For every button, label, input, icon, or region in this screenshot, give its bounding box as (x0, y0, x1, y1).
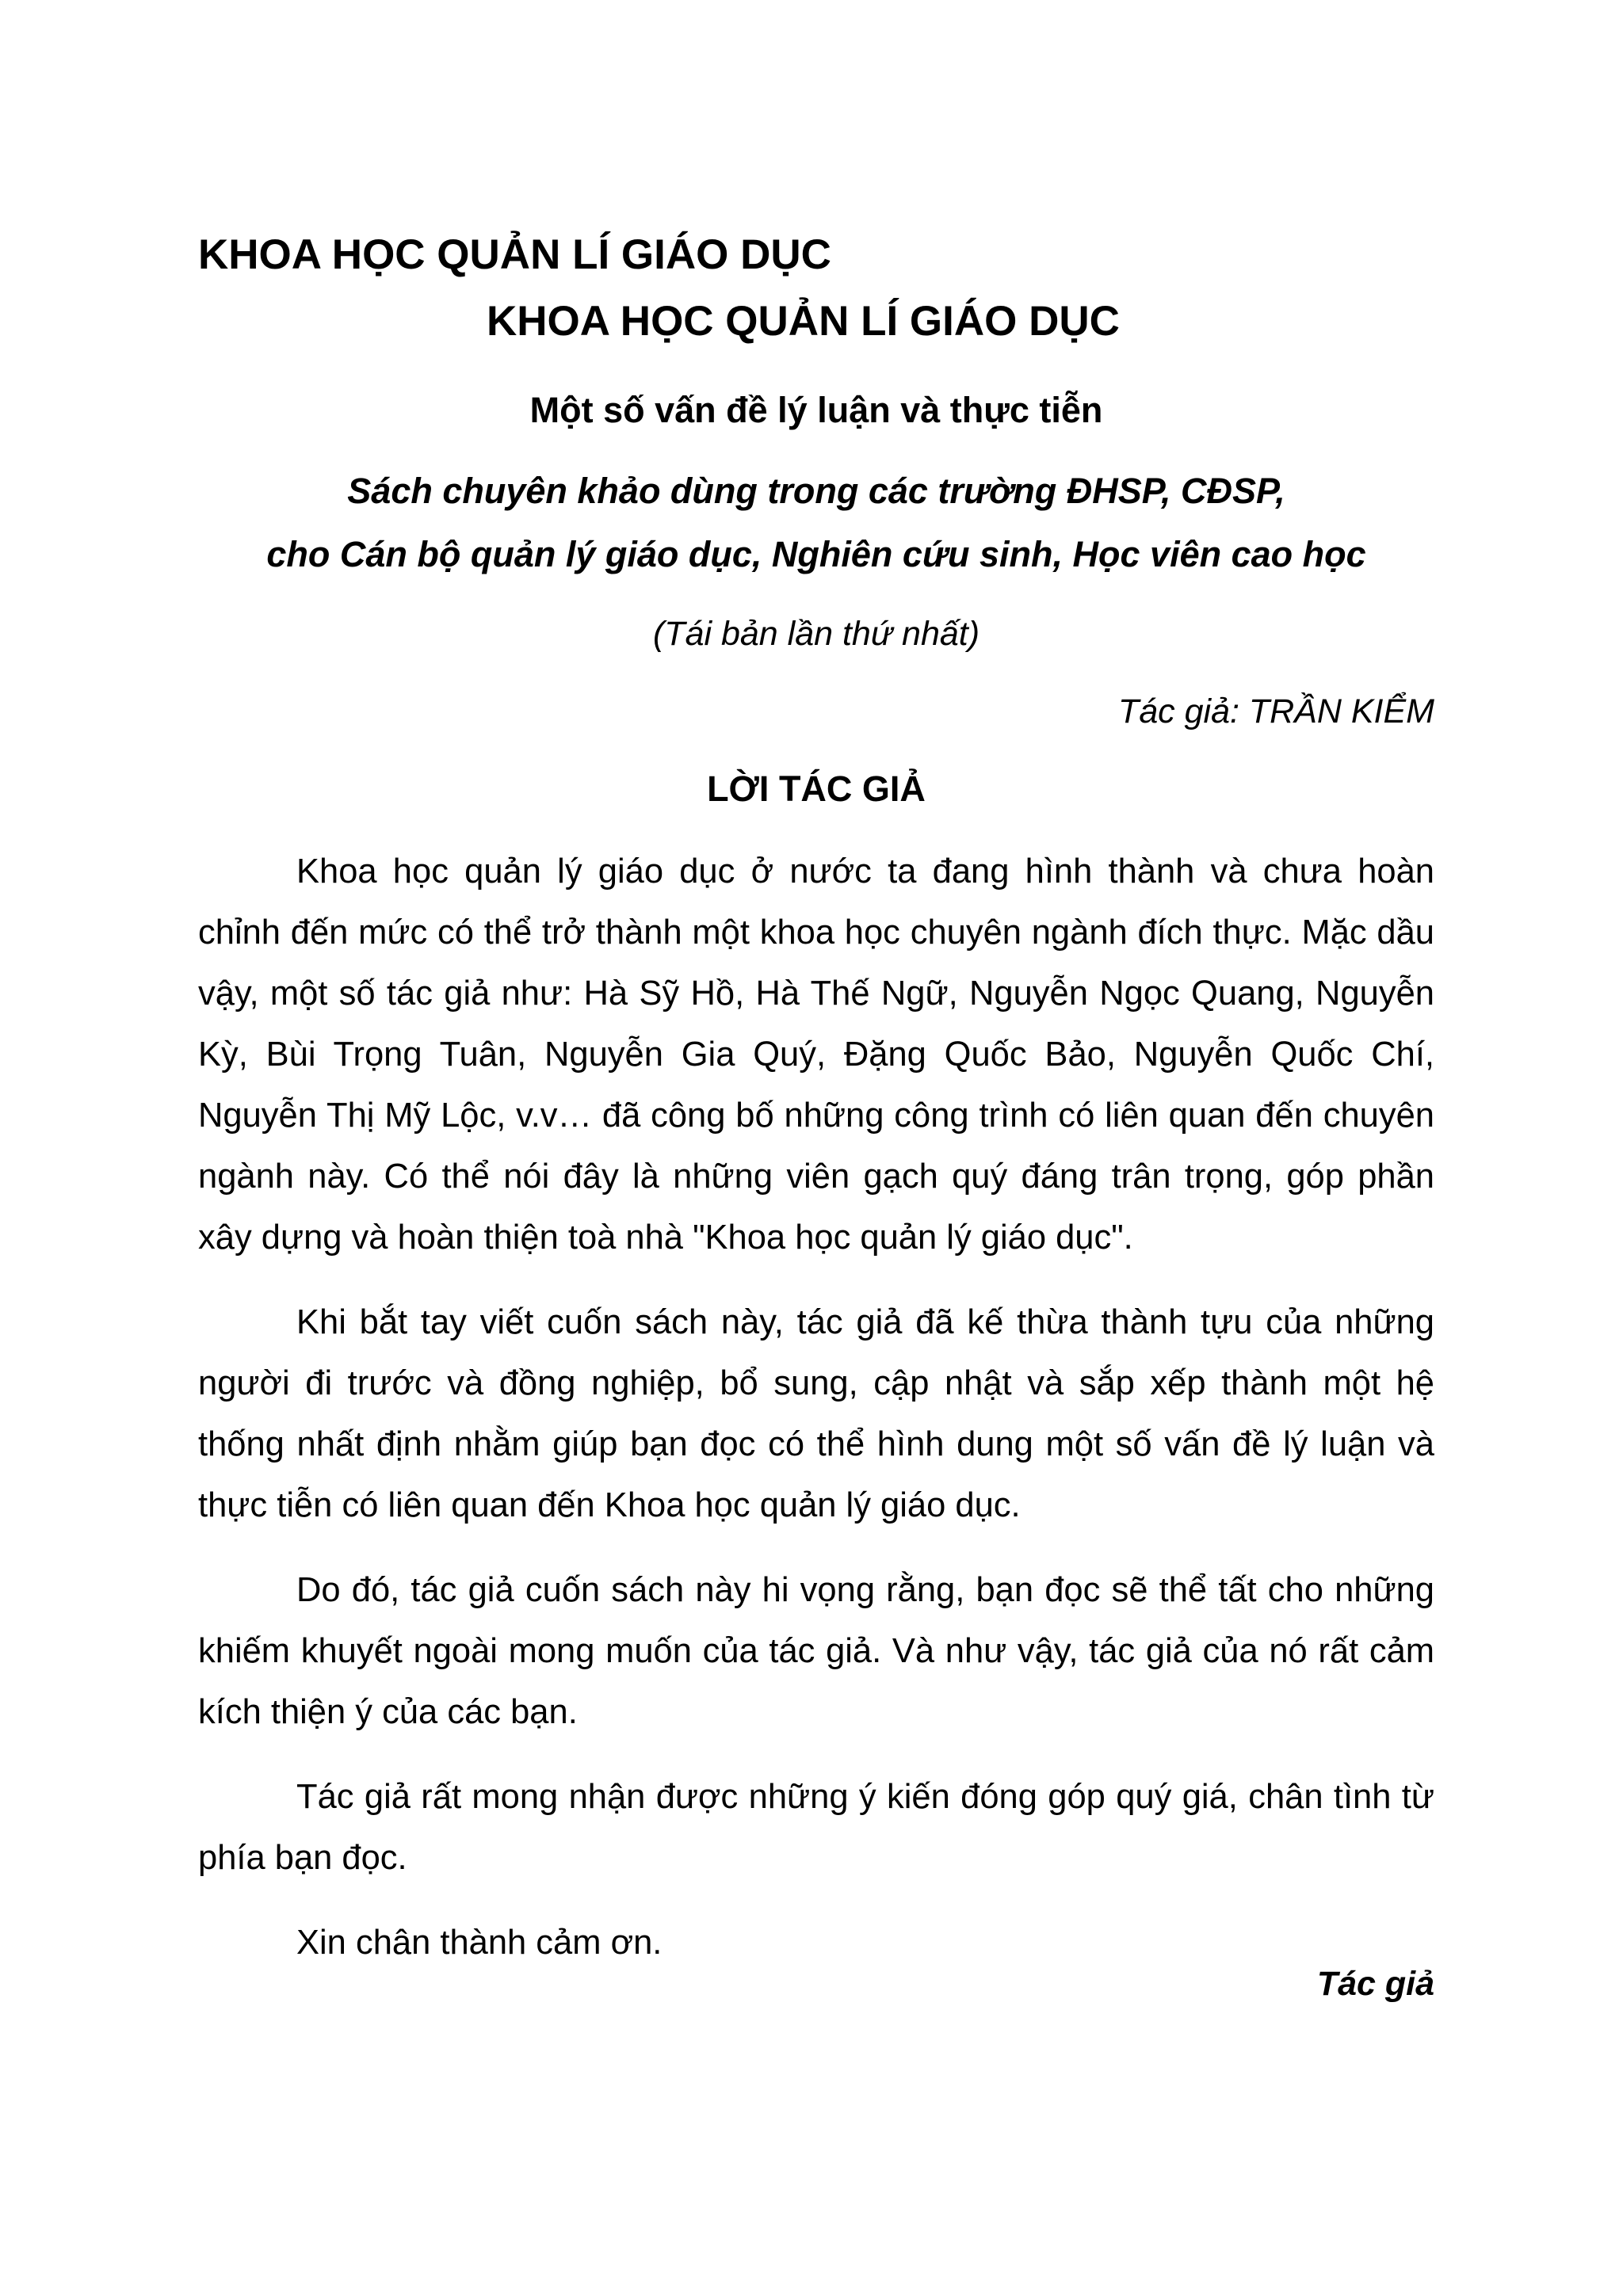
document-title-line-2: KHOA HỌC QUẢN LÍ GIÁO DỤC (487, 298, 1120, 345)
author-signature: Tác giả (1316, 1965, 1434, 2003)
edition-note: (Tái bản lần thứ nhất) (652, 615, 980, 653)
preface-paragraph: Do đó, tác giả cuốn sách này hi vọng rằng, bạn đọc sẽ thể tất cho những khiếm khuyết ngoài mong muốn của tác giả. Và như vậy, tác giả của nó rất cảm kích thiện ý của các bạn. (198, 1571, 1434, 1731)
preface-body (198, 841, 1434, 1997)
book-description-line-1: Sách chuyên khảo dùng trong các trường ĐHSP, CĐSP, (347, 471, 1285, 511)
preface-closing: Xin chân thành cảm ơn. (296, 1924, 663, 1962)
preface-heading: LỜI TÁC GIẢ (707, 769, 926, 809)
document-title-line-1: KHOA HỌC QUẢN LÍ GIÁO DỤC (198, 231, 831, 278)
preface-paragraph: Khi bắt tay viết cuốn sách này, tác giả đã kế thừa thành tựu của những người đi trước và đồng nghiệp, bổ sung, cập nhật và sắp xếp thành một hệ thống nhất định nhằm giúp bạn đọc có thể hình dung một số vấn đề lý luận và thực tiễn có liên quan đến Khoa học quản lý giáo dục. (198, 1303, 1434, 1524)
preface-paragraph: Khoa học quản lý giáo dục ở nước ta đang hình thành và chưa hoàn chỉnh đến mức có thể trở thành một khoa học chuyên ngành đích thực. Mặc dầu vậy, một số tác giả như: Hà Sỹ Hồ, Hà Thế Ngữ, Nguyễn Ngọc Quang, Nguyễn Kỳ, Bùi Trọng Tuân, Nguyễn Gia Quý, Đặng Quốc Bảo, Nguyễn Quốc Chí, Nguyễn Thị Mỹ Lộc, v.v… đã công bố những công trình có liên quan đến chuyên ngành này. Có thể nói đây là những viên gạch quý đáng trân trọng, góp phần xây dựng và hoàn thiện toà nhà "Khoa học quản lý giáo dục". (198, 852, 1434, 1257)
document-subtitle: Một số vấn đề lý luận và thực tiễn (529, 390, 1103, 430)
book-description-line-2: cho Cán bộ quản lý giáo dục, Nghiên cứu sinh, Học viên cao học (266, 534, 1366, 574)
author-credit: Tác giả: TRẦN KIỂM (1117, 692, 1434, 730)
preface-paragraph: Tác giả rất mong nhận được những ý kiến đóng góp quý giá, chân tình từ phía bạn đọc. (198, 1778, 1434, 1877)
